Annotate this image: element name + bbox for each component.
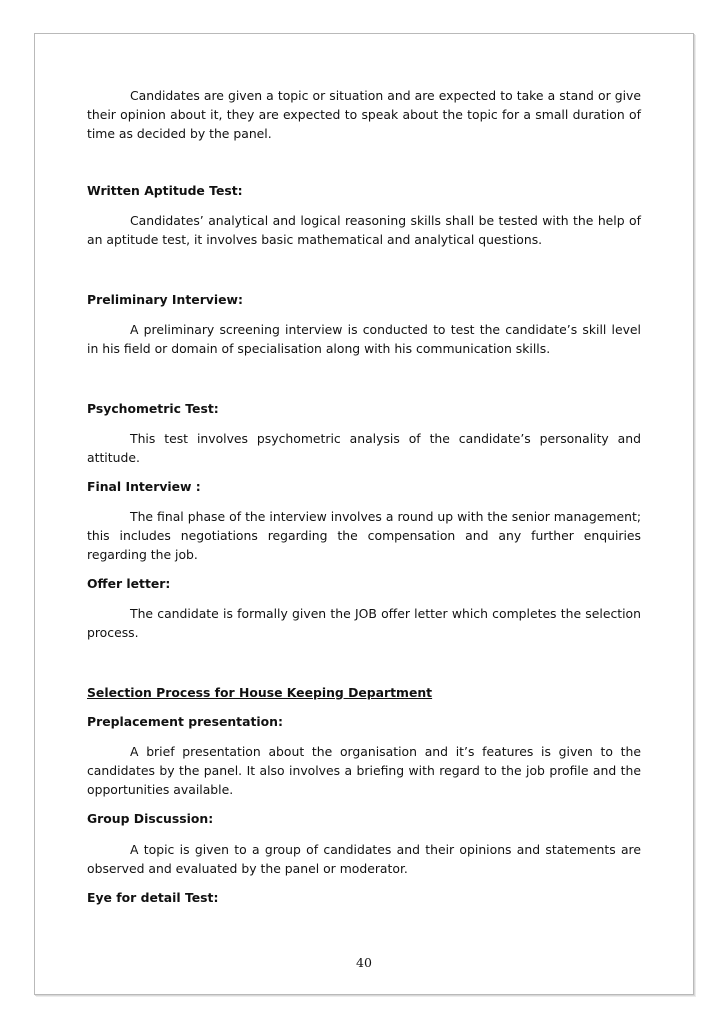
paragraph-written-aptitude-test: Candidates’ analytical and logical reasoning skills shall be tested with the help of an aptitude test, it involves basic mathematical and analytical questions. [87,213,641,247]
heading-final-interview: Final Interview : [87,479,201,494]
paragraph-psychometric-test: This test involves psychometric analysis of the candidate’s personality and attitude. [87,431,641,465]
paragraph-group-discussion: A topic is given to a group of candidates and their opinions and statements are observed and evaluated by the panel or moderator. [87,842,641,876]
page-number: 40 [356,955,372,970]
heading-psychometric-test: Psychometric Test: [87,401,219,416]
section-heading-house-keeping: Selection Process for House Keeping Department [87,685,433,700]
heading-written-aptitude-test: Written Aptitude Test: [87,183,243,198]
paragraph-offer-letter: The candidate is formally given the JOB offer letter which completes the selection process. [87,606,641,640]
heading-group-discussion: Group Discussion: [87,811,214,826]
heading-offer-letter: Offer letter: [87,576,171,591]
heading-preplacement-presentation: Preplacement presentation: [87,714,283,729]
heading-eye-for-detail-test: Eye for detail Test: [87,890,219,905]
heading-preliminary-interview: Preliminary Interview: [87,292,243,307]
paragraph-final-interview: The final phase of the interview involves a round up with the senior management; this includes negotiations regarding the compensation and any further enquiries regarding the job. [87,509,641,562]
paragraph-preliminary-interview: A preliminary screening interview is conducted to test the candidate’s skill level in his field or domain of specialisation along with his communication skills. [87,322,641,356]
paragraph-preplacement-presentation: A brief presentation about the organisation and it’s features is given to the candidates by the panel. It also involves a briefing with regard to the job profile and the opportunities available. [87,744,641,797]
paragraph-topic-speaking: Candidates are given a topic or situation and are expected to take a stand or give their opinion about it, they are expected to speak about the topic for a small duration of time as decided by the panel. [87,88,641,141]
